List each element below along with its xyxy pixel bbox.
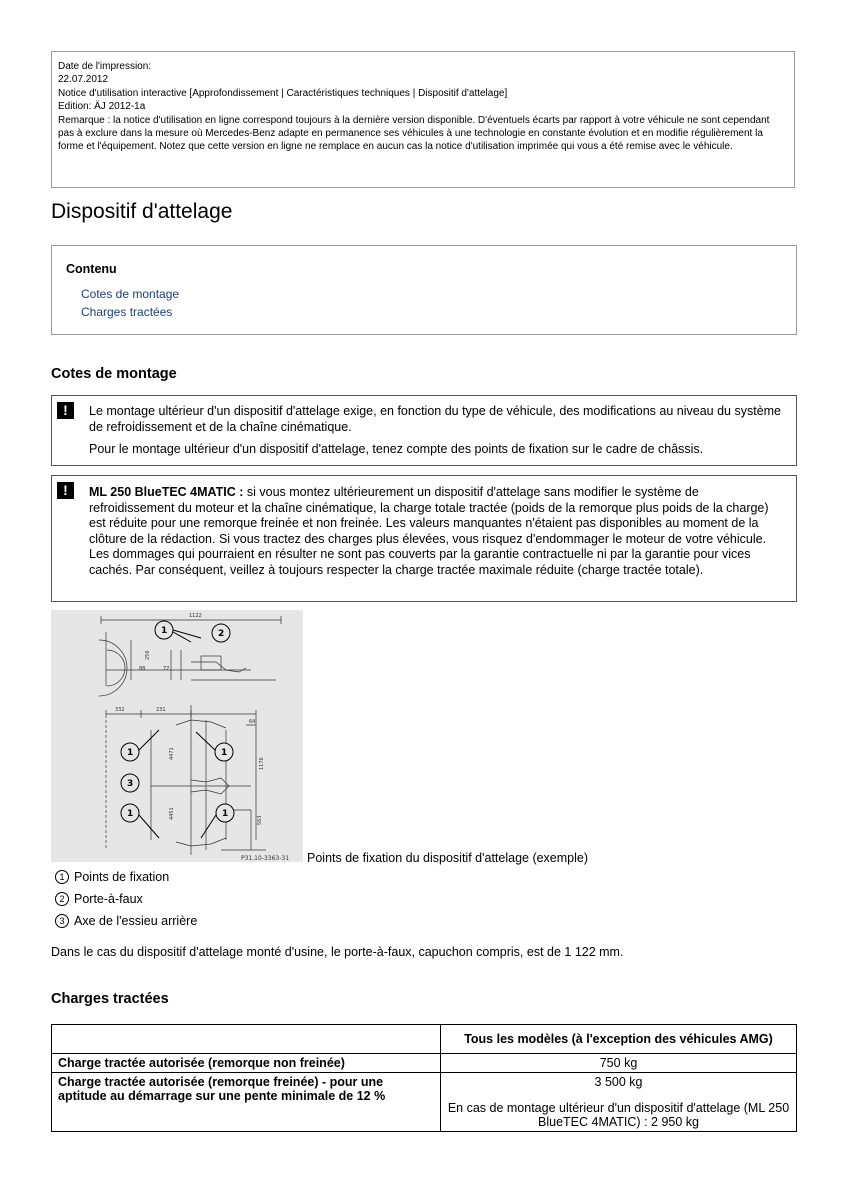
towing-loads-table: [51, 1024, 797, 1132]
remark: Remarque : la notice d'utilisation en ligne correspond toujours à la dernière version disponible. D'éventuels écarts par rapport à votre véhicule ne sont cependant pas à exclure dans la mesure où Mercedes-Benz adapte en permanence ses véhicules à une technologie en constante évolution et en modifie régulièrement la forme et l'équipement. Notez que cette version en ligne ne remplace en aucun cas la notice d'utilisation imprimée qui vous a été remise avec le véhicule.: [58, 114, 770, 153]
warning-2-model: ML 250 BlueTEC 4MATIC :: [89, 485, 244, 499]
warning-icon: !: [57, 402, 74, 419]
toc-heading: Contenu: [66, 262, 117, 276]
svg-text:88: 88: [139, 666, 146, 672]
warning-1-text-2: Pour le montage ultérieur d'un dispositif d'attelage, tenez compte des points de fixation sur le cadre de châssis.: [89, 442, 704, 456]
table-row: [52, 1073, 797, 1132]
warning-icon: !: [57, 482, 74, 499]
svg-text:256: 256: [145, 650, 151, 660]
legend-number: 3: [55, 914, 69, 928]
toc-link-charges[interactable]: Charges tractées: [81, 305, 173, 319]
table-header-empty: [52, 1025, 441, 1054]
section-title-cotes: Cotes de montage: [51, 366, 177, 382]
print-date-label: Date de l'impression:: [58, 61, 152, 72]
breadcrumb: Notice d'utilisation interactive [Approfondissement | Caractéristiques techniques | Dispositif d'attelage]: [58, 87, 508, 99]
legend-item: [55, 870, 169, 884]
svg-text:3: 3: [127, 779, 134, 789]
overhang-note: Dans le cas du dispositif d'attelage monté d'usine, le porte-à-faux, capuchon compris, est de 1 122 mm.: [51, 945, 624, 959]
svg-text:1176: 1176: [259, 757, 265, 770]
print-info-box: [51, 51, 795, 188]
toc-box: [51, 245, 797, 335]
attachment-points-diagram: [51, 610, 303, 862]
warning-1-text-1: Le montage ultérieur d'un dispositif d'attelage exige, en fonction du type de véhicule, des modifications au niveau du système de refroidissement et de la chaîne cinématique.: [89, 404, 782, 434]
legend-number: 1: [55, 870, 69, 884]
svg-text:P31.10-3363-31: P31.10-3363-31: [241, 855, 290, 862]
svg-text:4471: 4471: [169, 747, 175, 760]
legend-label: Points de fixation: [74, 870, 170, 884]
svg-text:1: 1: [222, 809, 229, 819]
toc-link-cotes[interactable]: Cotes de montage: [81, 287, 180, 301]
print-date: 22.07.2012: [58, 74, 109, 86]
table-header-row: [52, 1025, 797, 1054]
row-value: 750 kg: [441, 1054, 797, 1073]
svg-text:64: 64: [249, 719, 256, 725]
row-label: Charge tractée autorisée (remorque freinée) - pour une aptitude au démarrage sur une pente minimale de 12 %: [52, 1073, 441, 1132]
row-value-cell: [441, 1073, 797, 1132]
warning-2-body: si vous montez ultérieurement un dispositif d'attelage sans modifier le système de refroidissement du moteur et la chaîne cinématique, la charge totale tractée (poids de la remorque plus poids de la charge) est réduite pour une remorque freinée et non freinée. Les valeurs manquantes n'étaient pas disponibles au moment de la clôture de la rédaction. Si vous tractez des charges plus élevées, vous risquez d'endommager le moteur de votre véhicule. Les dommages qui pourraient en résulter ne sont pas couverts par la garantie contractuelle ni par la garantie pour vices cachés. Par conséquent, veillez à toujours respecter la charge tractée maximale réduite (charge tractée totale).: [89, 485, 769, 577]
legend-item: [55, 914, 197, 928]
edition: Edition: ÄJ 2012-1a: [58, 101, 146, 113]
legend-item: [55, 892, 143, 906]
svg-text:1122: 1122: [189, 613, 202, 619]
svg-text:1: 1: [161, 626, 168, 636]
warning-box-1: [51, 395, 797, 466]
svg-text:4451: 4451: [169, 807, 175, 820]
legend-label: Porte-à-faux: [74, 892, 143, 906]
table-row: [52, 1054, 797, 1073]
svg-text:1: 1: [127, 809, 134, 819]
legend-number: 2: [55, 892, 69, 906]
diagram-caption: Points de fixation du dispositif d'attelage (exemple): [307, 851, 589, 865]
svg-text:1: 1: [221, 748, 228, 758]
legend-label: Axe de l'essieu arrière: [74, 914, 198, 928]
row-label: Charge tractée autorisée (remorque non freinée): [52, 1054, 441, 1073]
svg-text:563: 563: [257, 815, 263, 825]
svg-text:77: 77: [163, 666, 170, 672]
warning-box-2: [51, 475, 797, 602]
page-title: Dispositif d'attelage: [51, 200, 233, 223]
svg-text:2: 2: [218, 629, 225, 639]
warning-2-text: [89, 485, 784, 579]
row-note: En cas de montage ultérieur d'un dispositif d'attelage (ML 250 BlueTEC 4MATIC) : 2 950 kg: [447, 1101, 790, 1129]
section-title-charges: Charges tractées: [51, 991, 169, 1007]
table-header-models: Tous les modèles (à l'exception des véhicules AMG): [441, 1025, 797, 1054]
svg-text:231: 231: [156, 707, 166, 713]
svg-text:332: 332: [115, 707, 125, 713]
svg-text:1: 1: [127, 748, 134, 758]
row-value: 3 500 kg: [594, 1075, 643, 1089]
